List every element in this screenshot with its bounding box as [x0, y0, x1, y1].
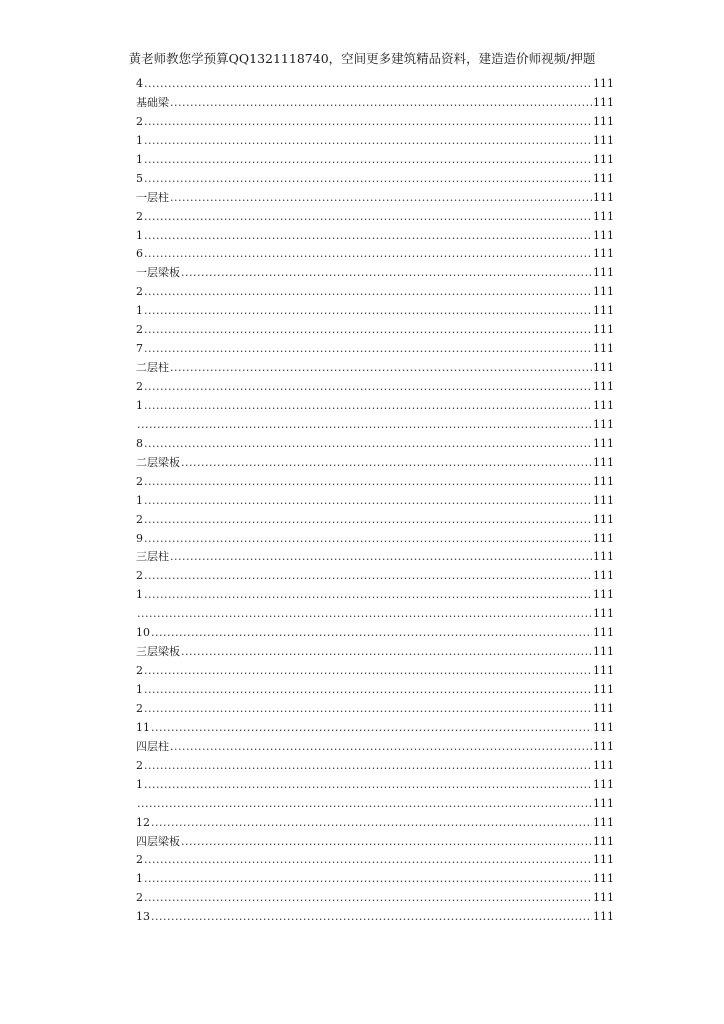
toc-entry-page-number: 111 — [593, 891, 614, 905]
toc-entry-label: 二层柱 — [136, 361, 169, 375]
toc-entry[interactable] — [136, 227, 614, 246]
toc-entry[interactable] — [136, 435, 614, 454]
toc-entry-label: 2 — [136, 380, 143, 393]
toc-entry[interactable] — [136, 700, 614, 719]
toc-dot-leader — [144, 397, 592, 416]
toc-entry-page-number: 111 — [593, 834, 614, 848]
toc-entry[interactable] — [136, 870, 614, 889]
toc-entry[interactable] — [136, 605, 614, 624]
toc-entry-page-number: 111 — [593, 645, 614, 659]
toc-entry-page-number: 111 — [593, 95, 614, 109]
toc-dot-leader — [144, 75, 592, 94]
toc-dot-leader — [144, 757, 592, 776]
toc-dot-leader — [151, 908, 592, 927]
toc-entry-page-number: 111 — [593, 361, 614, 375]
toc-entry[interactable] — [136, 208, 614, 227]
toc-dot-leader — [170, 189, 592, 208]
toc-entry-label: 三层柱 — [136, 550, 169, 564]
toc-entry-page-number: 111 — [593, 853, 614, 867]
toc-dot-leader — [144, 700, 592, 719]
toc-entry-label: 1 — [136, 872, 143, 886]
toc-dot-leader — [137, 416, 592, 435]
toc-entry-page-number: 111 — [593, 228, 614, 242]
toc-entry-page-number: 111 — [593, 266, 614, 280]
toc-entry-label: 8 — [136, 436, 143, 450]
toc-entry[interactable] — [136, 908, 614, 927]
toc-entry[interactable] — [136, 795, 614, 814]
toc-dot-leader — [170, 738, 592, 757]
toc-entry-label: 4 — [136, 77, 143, 90]
table-of-contents — [136, 75, 614, 927]
toc-dot-leader — [144, 776, 592, 795]
toc-entry-label: 2 — [136, 891, 143, 905]
toc-dot-leader — [144, 567, 592, 586]
toc-entry-label: 13 — [136, 910, 150, 924]
toc-dot-leader — [144, 283, 592, 302]
toc-entry-label: 2 — [136, 209, 143, 223]
toc-entry-page-number: 111 — [593, 417, 614, 431]
toc-entry-page-number: 111 — [593, 796, 614, 810]
toc-entry[interactable] — [136, 264, 614, 283]
toc-entry-label: 1 — [136, 588, 143, 602]
toc-entry[interactable] — [136, 283, 614, 302]
toc-entry-page-number: 111 — [593, 114, 614, 128]
toc-dot-leader — [144, 492, 592, 511]
toc-entry[interactable] — [136, 738, 614, 757]
toc-dot-leader — [144, 870, 592, 889]
toc-dot-leader — [170, 359, 592, 378]
toc-entry-label: 2 — [136, 114, 143, 128]
toc-entry-page-number: 111 — [593, 607, 614, 621]
toc-entry-label: 2 — [136, 323, 143, 337]
toc-entry[interactable] — [136, 889, 614, 908]
toc-dot-leader — [144, 851, 592, 870]
toc-entry[interactable] — [136, 397, 614, 416]
toc-dot-leader — [151, 624, 592, 643]
toc-entry[interactable] — [136, 530, 614, 549]
toc-entry-label: 1 — [136, 683, 143, 696]
toc-entry[interactable] — [136, 492, 614, 511]
toc-dot-leader — [144, 227, 592, 246]
toc-entry-label: 2 — [136, 853, 143, 867]
toc-entry[interactable] — [136, 473, 614, 492]
toc-entry-page-number: 111 — [593, 758, 614, 772]
toc-dot-leader — [144, 681, 592, 700]
toc-entry-label: 5 — [136, 171, 143, 185]
toc-entry-label: 2 — [136, 285, 143, 299]
toc-entry[interactable] — [136, 548, 614, 567]
toc-entry-page-number: 111 — [593, 171, 614, 185]
toc-entry[interactable] — [136, 170, 614, 189]
toc-entry[interactable] — [136, 245, 614, 264]
toc-entry[interactable] — [136, 151, 614, 170]
toc-entry[interactable] — [136, 776, 614, 795]
toc-entry-label: 二层梁板 — [136, 455, 180, 469]
toc-entry[interactable] — [136, 662, 614, 681]
toc-entry-label: 1 — [136, 152, 143, 166]
toc-entry[interactable] — [136, 189, 614, 208]
toc-dot-leader — [170, 94, 592, 113]
toc-dot-leader — [181, 643, 592, 662]
toc-entry[interactable] — [136, 94, 614, 113]
toc-entry-page-number: 111 — [593, 910, 614, 924]
toc-dot-leader — [181, 833, 592, 852]
toc-entry-label: 2 — [136, 569, 143, 583]
toc-entry-label: 7 — [136, 342, 143, 356]
toc-dot-leader — [137, 605, 592, 624]
toc-dot-leader — [144, 245, 592, 264]
toc-entry[interactable] — [136, 302, 614, 321]
toc-dot-leader — [144, 208, 592, 227]
toc-entry[interactable] — [136, 378, 614, 397]
toc-entry[interactable] — [136, 833, 614, 852]
toc-entry-page-number: 111 — [593, 815, 614, 829]
toc-dot-leader — [144, 530, 592, 549]
toc-entry-label: 12 — [136, 815, 150, 829]
toc-entry-page-number: 111 — [593, 285, 614, 299]
toc-entry[interactable] — [136, 321, 614, 340]
toc-entry-page-number: 111 — [593, 190, 614, 204]
toc-entry-page-number: 111 — [593, 323, 614, 337]
toc-entry-page-number: 111 — [593, 683, 614, 696]
toc-dot-leader — [144, 435, 592, 454]
toc-entry-label: 1 — [136, 304, 143, 318]
toc-entry-label: 9 — [136, 531, 143, 545]
toc-entry-page-number: 111 — [593, 77, 614, 90]
toc-dot-leader — [181, 454, 592, 473]
toc-dot-leader — [151, 814, 592, 833]
toc-dot-leader — [144, 889, 592, 908]
toc-entry-label: 1 — [136, 228, 143, 242]
toc-dot-leader — [170, 548, 592, 567]
toc-entry-label: 11 — [136, 720, 150, 734]
toc-entry-page-number: 111 — [593, 626, 614, 640]
toc-entry-page-number: 111 — [593, 398, 614, 412]
toc-entry-page-number: 111 — [593, 304, 614, 318]
toc-entry-label: 6 — [136, 247, 143, 261]
toc-entry-page-number: 111 — [593, 550, 614, 564]
toc-entry-label: 一层柱 — [136, 190, 169, 204]
toc-dot-leader — [144, 473, 592, 492]
toc-dot-leader — [144, 113, 592, 132]
toc-dot-leader — [144, 511, 592, 530]
toc-entry-page-number: 111 — [593, 380, 614, 393]
toc-dot-leader — [144, 170, 592, 189]
toc-dot-leader — [181, 264, 592, 283]
toc-entry-label: 1 — [136, 493, 143, 507]
toc-entry-label: 三层梁板 — [136, 645, 180, 659]
toc-entry-page-number: 111 — [593, 512, 614, 526]
toc-entry[interactable] — [136, 624, 614, 643]
toc-entry-page-number: 111 — [593, 152, 614, 166]
toc-entry-page-number: 111 — [593, 664, 614, 678]
toc-entry-page-number: 111 — [593, 872, 614, 886]
toc-entry-page-number: 111 — [593, 474, 614, 488]
toc-entry[interactable] — [136, 132, 614, 151]
toc-entry-label: 2 — [136, 664, 143, 678]
toc-entry-label: 四层梁板 — [136, 834, 180, 848]
toc-entry[interactable] — [136, 454, 614, 473]
toc-entry-page-number: 111 — [593, 493, 614, 507]
toc-entry-page-number: 111 — [593, 701, 614, 715]
toc-dot-leader — [144, 321, 592, 340]
toc-entry-page-number: 111 — [593, 209, 614, 223]
toc-entry[interactable] — [136, 586, 614, 605]
toc-entry-page-number: 111 — [593, 777, 614, 791]
toc-entry[interactable] — [136, 359, 614, 378]
toc-entry-label: 10 — [136, 626, 150, 640]
toc-entry[interactable] — [136, 851, 614, 870]
toc-entry[interactable] — [136, 416, 614, 435]
toc-entry[interactable] — [136, 681, 614, 700]
toc-entry[interactable] — [136, 511, 614, 530]
toc-entry[interactable] — [136, 113, 614, 132]
toc-entry-label: 2 — [136, 758, 143, 772]
toc-entry-label: 1 — [136, 133, 143, 147]
toc-entry-page-number: 111 — [593, 436, 614, 450]
toc-entry[interactable] — [136, 75, 614, 94]
toc-entry[interactable] — [136, 643, 614, 662]
toc-dot-leader — [151, 719, 592, 738]
toc-dot-leader — [144, 586, 592, 605]
toc-entry-page-number: 111 — [593, 342, 614, 356]
toc-entry-page-number: 111 — [593, 588, 614, 602]
toc-entry-page-number: 111 — [593, 569, 614, 583]
toc-entry[interactable] — [136, 567, 614, 586]
toc-dot-leader — [144, 378, 592, 397]
toc-entry[interactable] — [136, 719, 614, 738]
toc-dot-leader — [144, 132, 592, 151]
toc-entry-label: 2 — [136, 512, 143, 526]
toc-entry-label: 基础梁 — [136, 95, 169, 109]
toc-entry-label: 2 — [136, 701, 143, 715]
toc-entry-page-number: 111 — [593, 133, 614, 147]
toc-dot-leader — [144, 302, 592, 321]
page-header: 黄老师教您学预算QQ1321118740，空间更多建筑精品资料，建造造价师视频/押题 — [128, 51, 596, 66]
toc-entry-label: 2 — [136, 474, 143, 488]
toc-entry-page-number: 111 — [593, 739, 614, 753]
toc-entry-page-number: 111 — [593, 531, 614, 545]
toc-dot-leader — [137, 795, 592, 814]
toc-entry[interactable] — [136, 340, 614, 359]
toc-entry[interactable] — [136, 814, 614, 833]
toc-entry-label: 一层梁板 — [136, 266, 180, 280]
toc-dot-leader — [144, 151, 592, 170]
toc-entry-label: 1 — [136, 398, 143, 412]
toc-dot-leader — [144, 340, 592, 359]
toc-entry-page-number: 111 — [593, 247, 614, 261]
toc-entry-page-number: 111 — [593, 720, 614, 734]
toc-entry[interactable] — [136, 757, 614, 776]
toc-dot-leader — [144, 662, 592, 681]
toc-entry-page-number: 111 — [593, 455, 614, 469]
toc-entry-label: 1 — [136, 777, 143, 791]
toc-entry-label: 四层柱 — [136, 739, 169, 753]
